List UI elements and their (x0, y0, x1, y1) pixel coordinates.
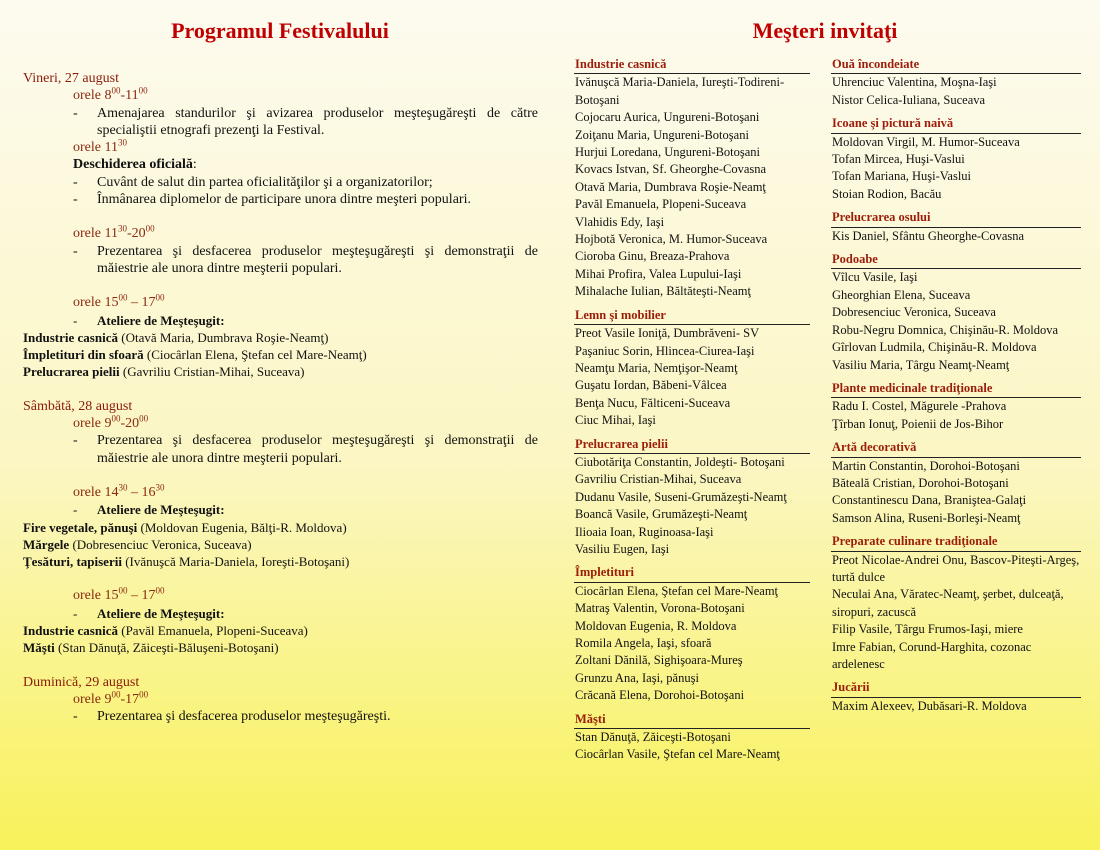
master-entry: Maxim Alexeev, Dubăsari-R. Moldova (832, 698, 1027, 713)
category-title: Măşti (574, 711, 810, 729)
master-entry: Băteală Cristian, Dorohoi-Botoşani (832, 475, 1009, 490)
workshops-heading: - Ateliere de Meşteşugit: (73, 605, 225, 621)
master-entry: Paşaniuc Sorin, Hlincea-Ciurea-Iaşi (575, 343, 755, 358)
master-entry: Vlahidis Edy, Iaşi (575, 214, 665, 229)
master-entry: Vasiliu Eugen, Iaşi (575, 541, 670, 556)
program-item: - Prezentarea şi desfacerea produselor meşteşugăreşti şi demonstraţii de măiestrie ale unora dintre meşterii populari. (73, 243, 538, 276)
master-entry: Zoltani Dănilă, Sighişoara-Mureş (575, 653, 743, 668)
master-entry: Hojbotă Veronica, M. Humor-Suceava (575, 232, 768, 247)
program-item: - Amenajarea standurilor şi avizarea produselor meşteşugăreşti de către specialiştii etnografi prezenţi la Festival. (73, 105, 538, 138)
master-entry: Pavăl Emanuela, Plopeni-Suceava (575, 197, 747, 212)
master-entry: Stan Dănuţă, Zăiceşti-Botoşani (575, 730, 731, 745)
master-entry: Otavă Maria, Dumbrava Roşie-Neamţ (575, 179, 766, 194)
program-item: - Înmânarea diplomelor de participare unora dintre meşteri populari. (73, 192, 471, 208)
master-entry: Moldovan Virgil, M. Humor-Suceava (832, 134, 1020, 149)
masters-category (831, 115, 1081, 203)
master-entry: Mihalache Iulian, Băltăteşti-Neamţ (575, 284, 751, 299)
master-entry: Zoiţanu Maria, Ungureni-Botoşani (575, 127, 749, 142)
time-slot: orele $8^{00}-11^{00}$ (73, 85, 148, 104)
master-entry: Ciocârlan Elena, Ştefan cel Mare-Neamţ (575, 583, 779, 598)
masters-category (831, 251, 1081, 374)
master-entry: Guşatu Iordan, Băbeni-Vâlcea (575, 378, 727, 393)
master-entry: Dudanu Vasile, Suseni-Grumăzeşti-Neamţ (575, 489, 787, 504)
master-entry: Preot Nicolae-Andrei Onu, Bascov-Piteşti-Argeş, turtă dulce (832, 552, 1080, 584)
master-entry: Uhrenciuc Valentina, Moşna-Iaşi (832, 75, 997, 90)
program-item: - Prezentarea şi desfacerea produselor meşteşugăreşti şi demonstraţii de măiestrie ale unora dintre meşterii populari. (73, 433, 538, 466)
workshop-line: Măşti (Stan Dănuţă, Zăiceşti-Băluşeni-Botoşani) (23, 640, 279, 656)
master-entry: Neculai Ana, Văratec-Neamţ, şerbet, dulceaţă, siropuri, zacuscă (832, 587, 1064, 619)
master-entry: Gîrlovan Ludmila, Chişinău-R. Moldova (832, 340, 1037, 355)
master-entry: Benţa Nucu, Fălticeni-Suceava (575, 395, 731, 410)
master-entry: Ilioaia Ioan, Ruginoasa-Iaşi (575, 524, 714, 539)
category-title: Jucării (831, 679, 1081, 697)
category-title: Podoabe (831, 251, 1081, 269)
festival-program (23, 70, 538, 726)
masters-category (831, 533, 1081, 673)
master-entry: Tofan Mariana, Huşi-Vaslui (832, 169, 972, 184)
master-entry: Tofan Mircea, Huşi-Vaslui (832, 152, 965, 167)
category-title: Preparate culinare tradiţionale (831, 533, 1081, 551)
master-entry: Martin Constantin, Dorohoi-Botoşani (832, 458, 1020, 473)
category-title: Industrie casnică (574, 56, 810, 74)
day-saturday: Sâmbătă, 28 august (23, 398, 133, 414)
master-entry: Vasiliu Maria, Târgu Neamţ-Neamţ (832, 357, 1010, 372)
masters-category (574, 56, 810, 301)
master-entry: Dobresenciuc Veronica, Suceava (832, 305, 996, 320)
master-entry: Mihai Profira, Valea Lupului-Iaşi (575, 266, 742, 281)
time-slot: orele $11^{30}$ (73, 137, 127, 156)
category-title: Lemn şi mobilier (574, 307, 810, 325)
masters-column-right (831, 56, 1081, 721)
masters-category (831, 679, 1081, 715)
masters-category (831, 209, 1081, 245)
workshop-line: Industrie casnică (Otavă Maria, Dumbrava Roşie-Neamţ) (23, 329, 329, 345)
workshop-line: Industrie casnică (Pavăl Emanuela, Plopeni-Suceava) (23, 623, 308, 639)
master-entry: Ivănuşcă Maria-Daniela, Iureşti-Todireni-Botoşani (575, 75, 785, 107)
master-entry: Hurjui Loredana, Ungureni-Botoşani (575, 145, 761, 160)
program-item: - Prezentarea şi desfacerea produselor meşteşugăreşti. (73, 709, 391, 725)
workshops-heading: - Ateliere de Meşteşugit: (73, 502, 225, 518)
time-slot: orele $11^{30}-20^{00}$ (73, 223, 155, 242)
master-entry: Moldovan Eugenia, R. Moldova (575, 618, 737, 633)
workshops-heading: - Ateliere de Meşteşugit: (73, 312, 225, 328)
master-entry: Ţîrban Ionuţ, Poienii de Jos-Bihor (832, 416, 1004, 431)
master-entry: Imre Fabian, Corund-Harghita, cozonac ardelenesc (832, 639, 1032, 671)
workshop-line: Împletituri din sfoară (Ciocârlan Elena, Ştefan cel Mare-Neamţ) (23, 347, 367, 363)
master-entry: Kis Daniel, Sfântu Gheorghe-Covasna (832, 228, 1025, 243)
day-friday: Vineri, 27 august (23, 71, 119, 86)
master-entry: Romila Angela, Iaşi, sfoară (575, 636, 712, 650)
master-entry: Robu-Negru Domnica, Chişinău-R. Moldova (832, 322, 1059, 337)
masters-category (831, 439, 1081, 527)
master-entry: Gheorghian Elena, Suceava (832, 287, 971, 302)
masters-category (831, 380, 1081, 433)
category-title: Icoane şi pictură naivă (831, 115, 1081, 133)
master-entry: Ciubotăriţa Constantin, Joldeşti- Botoşani (575, 454, 785, 469)
workshop-line: Prelucrarea pielii (Gavriliu Cristian-Mihai, Suceava) (23, 364, 305, 380)
master-entry: Neamţu Maria, Nemţişor-Neamţ (575, 360, 738, 375)
masters-category (574, 564, 810, 704)
master-entry: Boancă Vasile, Grumăzeşti-Neamţ (575, 507, 748, 522)
category-title: Prelucrarea pielii (574, 436, 810, 454)
masters-column-left (574, 56, 810, 770)
category-title: Ouă încondeiate (831, 56, 1081, 74)
master-entry: Constantinescu Dana, Braniştea-Galaţi (832, 493, 1027, 508)
time-slot: orele $9^{00}-17^{00}$ (73, 689, 149, 707)
master-entry: Stoian Rodion, Bacău (832, 186, 942, 201)
master-entry: Crăcană Elena, Dorohoi-Botoşani (575, 688, 745, 703)
masters-category (574, 436, 810, 559)
master-entry: Gavriliu Cristian-Mihai, Suceava (575, 472, 742, 487)
time-slot: orele $9^{00}-20^{00}$ (73, 413, 149, 432)
master-entry: Samson Alina, Ruseni-Borleşi-Neamţ (832, 510, 1021, 525)
masters-category (574, 307, 810, 430)
master-entry: Filip Vasile, Târgu Frumos-Iaşi, miere (832, 622, 1023, 637)
master-entry: Cioroba Ginu, Breaza-Prahova (575, 249, 730, 264)
master-entry: Nistor Celica-Iuliana, Suceava (832, 92, 986, 107)
masters-title: Meşteri invitaţi (752, 18, 898, 43)
category-title: Artă decorativă (831, 439, 1081, 457)
master-entry: Preot Vasile Ioniţă, Dumbrăveni- SV (575, 326, 760, 341)
time-slot: orele $15^{00} - 17^{00}$ (73, 585, 165, 604)
workshop-line: Ţesături, tapiserii (Ivănuşcă Maria-Daniela, Ioreşti-Botoşani) (23, 554, 350, 570)
master-entry: Radu I. Costel, Măgurele -Prahova (832, 399, 1007, 414)
category-title: Prelucrarea osului (831, 209, 1081, 227)
time-slot: orele $15^{00} - 17^{00}$ (73, 292, 165, 311)
master-entry: Ciocârlan Vasile, Ştefan cel Mare-Neamţ (575, 747, 780, 762)
program-item: - Cuvânt de salut din partea oficialităţilor şi a organizatorilor; (73, 174, 433, 190)
master-entry: Cojocaru Aurica, Ungureni-Botoşani (575, 110, 760, 125)
category-title: Împletituri (574, 564, 810, 582)
master-entry: Matraş Valentin, Vorona-Botoşani (575, 601, 745, 616)
workshop-line: Mărgele (Dobresenciuc Veronica, Suceava) (23, 536, 252, 552)
masters-category (574, 711, 810, 764)
time-slot: orele $14^{30} - 16^{30}$ (73, 482, 165, 500)
master-entry: Ciuc Mihai, Iaşi (575, 413, 656, 428)
master-entry: Grunzu Ana, Iaşi, pănuşi (575, 670, 699, 685)
category-title: Plante medicinale tradiţionale (831, 380, 1081, 398)
master-entry: Kovacs Istvan, Sf. Gheorghe-Covasna (575, 162, 767, 177)
master-entry: Vîlcu Vasile, Iaşi (832, 270, 918, 285)
day-sunday: Duminică, 29 august (23, 674, 140, 690)
official-opening: Deschiderea oficială: (73, 157, 197, 173)
program-title: Programul Festivalului (171, 18, 389, 43)
workshop-line: Fire vegetale, pănuşi (Moldovan Eugenia, Bălţi-R. Moldova) (23, 519, 347, 535)
masters-category (831, 56, 1081, 109)
